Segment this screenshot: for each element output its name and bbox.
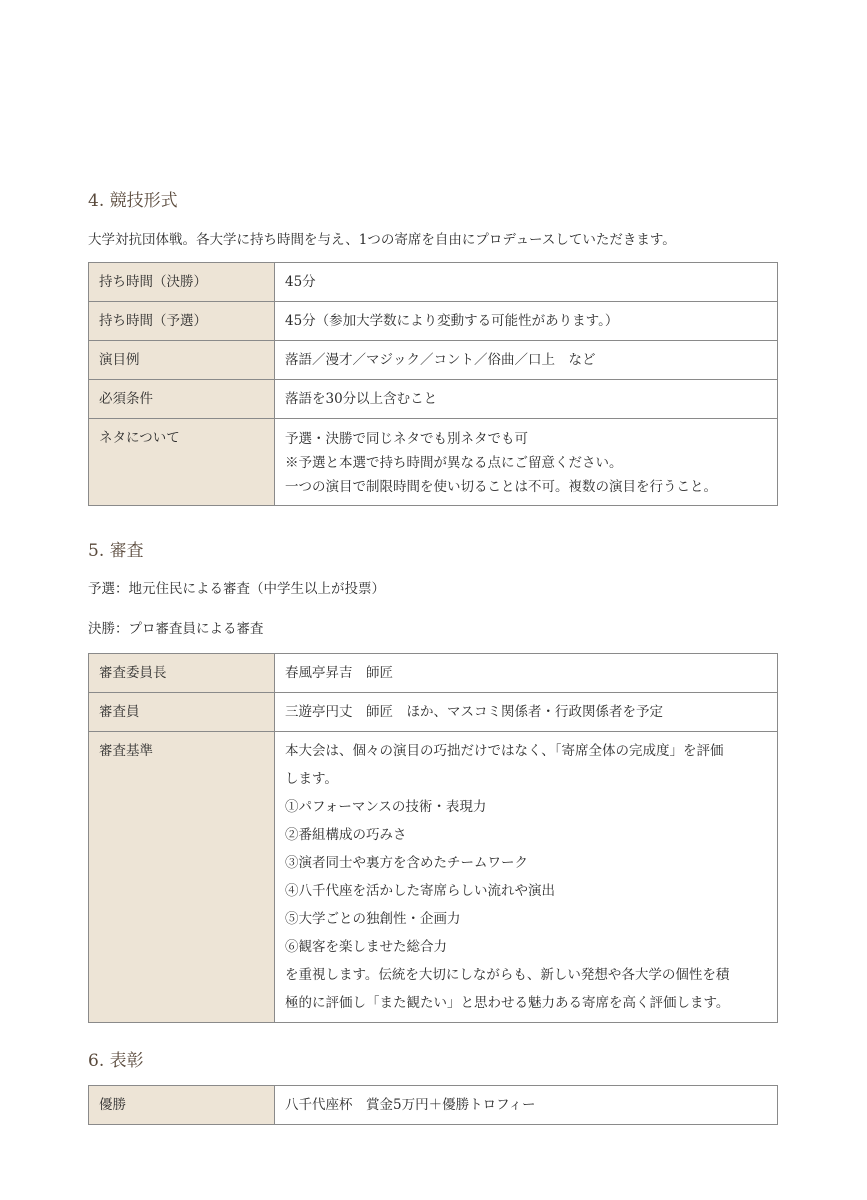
- table-row: [89, 302, 778, 341]
- value-line: ※予選と本選で持ち時間が異なる点にご留意ください。: [285, 455, 623, 471]
- value-line: ①パフォーマンスの技術・表現力: [285, 799, 487, 815]
- value-line: ③演者同士や裏方を含めたチームワーク: [285, 855, 528, 871]
- table-row: [89, 380, 778, 419]
- value-line: を重視します。伝統を大切にしながらも、新しい発想や各大学の個性を積: [285, 967, 730, 983]
- row-label: 持ち時間（予選）: [89, 302, 275, 341]
- value-line: ②番組構成の巧みさ: [285, 827, 407, 843]
- table-row: [89, 341, 778, 380]
- row-value: [275, 732, 778, 1023]
- section-5-preliminary: 予選：地元住民による審査（中学生以上が投票）: [88, 581, 385, 597]
- value-line: 一つの演目で制限時間を使い切ることは不可。複数の演目を行うこと。: [285, 479, 717, 495]
- value-line: ④八千代座を活かした寄席らしい流れや演出: [285, 883, 555, 899]
- section-4-title: 4. 競技形式: [88, 191, 178, 211]
- row-value: 三遊亭円丈 師匠 ほか、マスコミ関係者・行政関係者を予定: [275, 693, 778, 732]
- row-label: 審査委員長: [89, 654, 275, 693]
- row-label: 審査員: [89, 693, 275, 732]
- section-4-intro: 大学対抗団体戦。各大学に持ち時間を与え、1つの寄席を自由にプロデュースしていただきます。: [88, 232, 676, 248]
- row-label: 審査基準: [89, 732, 275, 1023]
- row-label: 必須条件: [89, 380, 275, 419]
- row-label: 演目例: [89, 341, 275, 380]
- row-value: [275, 419, 778, 506]
- table-row: [89, 693, 778, 732]
- value-line: ⑤大学ごとの独創性・企画力: [285, 911, 461, 927]
- value-line: ⑥観客を楽しませた総合力: [285, 939, 447, 955]
- section-5-final: 決勝：プロ審査員による審査: [88, 621, 264, 637]
- table-row: [89, 732, 778, 1023]
- row-value: 落語を30分以上含むこと: [275, 380, 778, 419]
- competition-format-table: [88, 262, 778, 506]
- table-row: [89, 654, 778, 693]
- judging-table: [88, 653, 778, 1023]
- table-row: [89, 1086, 778, 1125]
- value-line: します。: [285, 771, 338, 787]
- row-value: 落語／漫才／マジック／コント／俗曲／口上 など: [275, 341, 778, 380]
- table-row: [89, 263, 778, 302]
- row-label: 優勝: [89, 1086, 275, 1125]
- section-5-title: 5. 審査: [88, 541, 144, 561]
- row-value: 八千代座杯 賞金5万円＋優勝トロフィー: [275, 1086, 778, 1125]
- value-line: 予選・決勝で同じネタでも別ネタでも可: [285, 431, 528, 447]
- table-row: [89, 419, 778, 506]
- row-value: 45分（参加大学数により変動する可能性があります。）: [275, 302, 778, 341]
- row-value: 45分: [275, 263, 778, 302]
- value-line: 極的に評価し「また観たい」と思わせる魅力ある寄席を高く評価します。: [285, 995, 730, 1011]
- row-label: ネタについて: [89, 419, 275, 506]
- row-label: 持ち時間（決勝）: [89, 263, 275, 302]
- row-value: 春風亭昇吉 師匠: [275, 654, 778, 693]
- awards-table: [88, 1085, 778, 1125]
- section-6-title: 6. 表彰: [88, 1051, 144, 1071]
- value-line: 本大会は、個々の演目の巧拙だけではなく、「寄席全体の完成度」を評価: [285, 743, 724, 759]
